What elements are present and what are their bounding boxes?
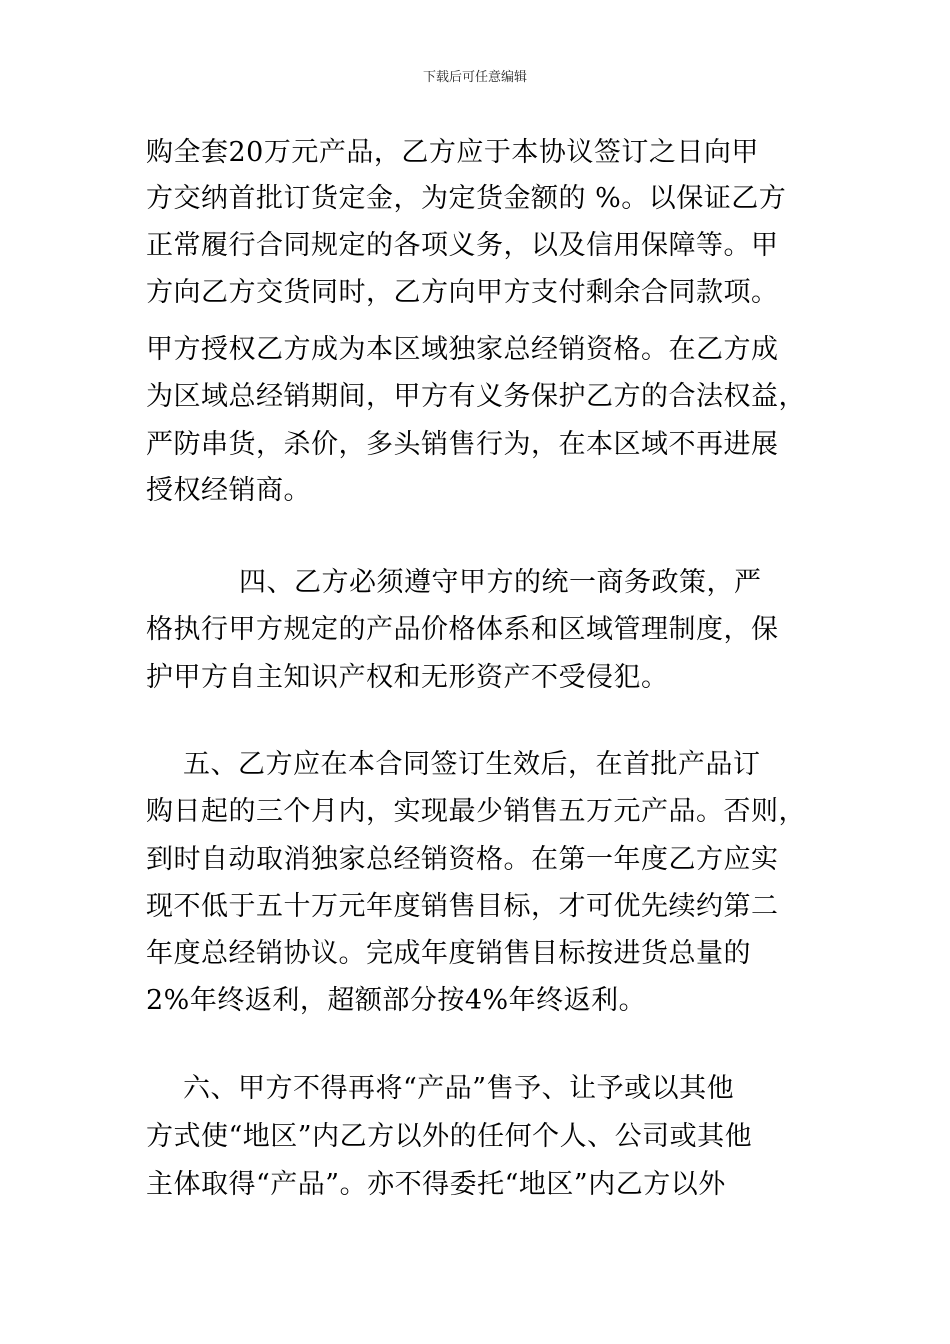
paragraph-1-line-7: 严防串货，杀价，多头销售行为，在本区域不再进展 [146,429,779,460]
paragraph-1-line-5: 甲方授权乙方成为本区域独家总经销资格。在乙方成 [146,334,779,365]
paragraph-1-line-4: 方向乙方交货同时，乙方向甲方支付剩余合同款项。 [146,277,779,308]
paragraph-1-line-1: 购全套20万元产品，乙方应于本协议签订之日向甲 [146,137,759,168]
paragraph-3-line-6: 2%年终返利，超额部分按4%年终返利。 [146,985,647,1016]
paragraph-4-line-1: 六、甲方不得再将“产品”售予、让予或以其他 [183,1073,735,1104]
paragraph-1-line-8: 授权经销商。 [146,475,311,506]
paragraph-2-line-1: 四、乙方必须遵守甲方的统一商务政策，严 [239,567,762,598]
paragraph-3-line-2: 购日起的三个月内，实现最少销售五万元产品。否则， [146,796,806,827]
paragraph-1-line-6: 为区域总经销期间，甲方有义务保护乙方的合法权益， [146,381,806,412]
paragraph-3-line-1: 五、乙方应在本合同签订生效后，在首批产品订 [183,749,761,780]
paragraph-2-line-2: 格执行甲方规定的产品价格体系和区域管理制度，保 [146,614,779,645]
paragraph-3-line-5: 年度总经销协议。完成年度销售目标按进货总量的 [146,938,751,969]
paragraph-1-line-3: 正常履行合同规定的各项义务，以及信用保障等。甲 [146,230,779,261]
paragraph-3-line-4: 现不低于五十万元年度销售目标，才可优先续约第二 [146,891,779,922]
paragraph-1-line-2: 方交纳首批订货定金，为定货金额的 %。以保证乙方 [146,183,787,214]
paragraph-4-line-2: 方式使“地区”内乙方以外的任何个人、公司或其他 [146,1121,753,1152]
paragraph-3-line-3: 到时自动取消独家总经销资格。在第一年度乙方应实 [146,844,779,875]
paragraph-2-line-3: 护甲方自主知识产权和无形资产不受侵犯。 [146,662,669,693]
page-header: 下载后可任意编辑 [422,70,527,85]
paragraph-4-line-3: 主体取得“产品”。亦不得委托“地区”内乙方以外 [146,1169,726,1200]
